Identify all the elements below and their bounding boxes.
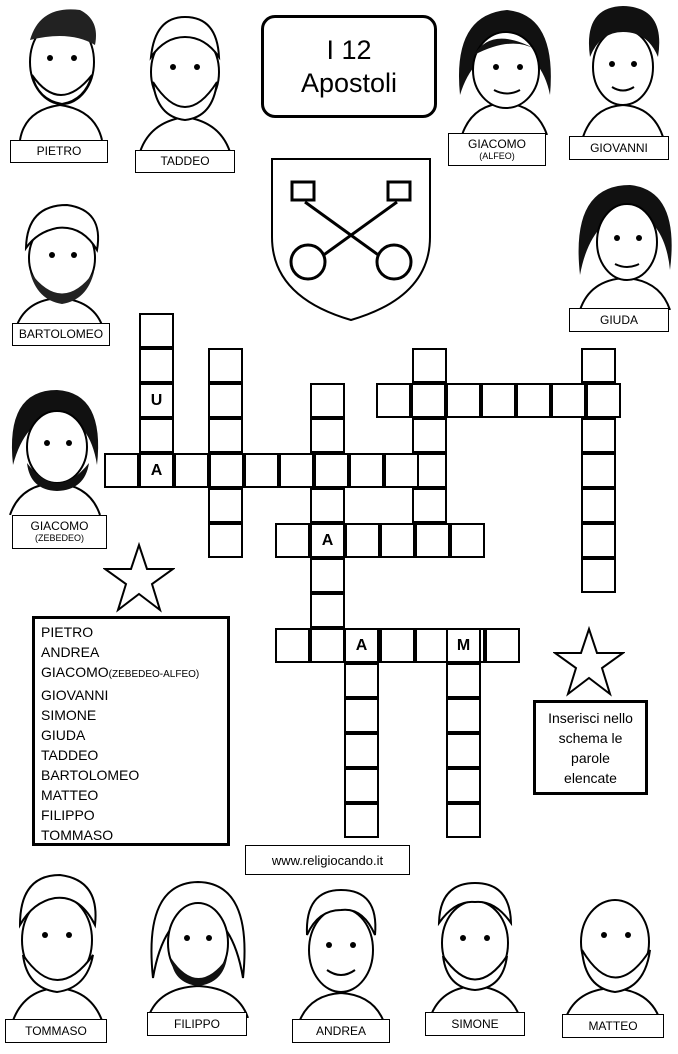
crossword-cell[interactable] (349, 453, 384, 488)
word-bartolomeo: BARTOLOMEO (41, 767, 140, 783)
crossword-cell[interactable] (314, 453, 349, 488)
papal-keys-shield-icon (270, 157, 432, 322)
star-icon (103, 542, 175, 614)
giacomo-zebedeo-portrait (5, 385, 105, 515)
filippo-portrait (143, 878, 253, 1018)
word-simone: SIMONE (41, 707, 97, 723)
label-filippo: FILIPPO (147, 1012, 247, 1036)
tommaso-portrait (5, 870, 110, 1030)
crossword-cell[interactable] (485, 628, 520, 663)
andrea-portrait (293, 885, 388, 1025)
crossword-cell[interactable] (310, 418, 345, 453)
word-giovanni: GIOVANNI (41, 687, 109, 703)
crossword-cell[interactable] (481, 383, 516, 418)
website-link[interactable]: www.religiocando.it (245, 845, 410, 875)
bartolomeo-portrait (12, 200, 107, 325)
crossword-cell[interactable] (275, 628, 310, 663)
crossword-cell[interactable] (139, 313, 174, 348)
crossword-cell[interactable] (376, 383, 411, 418)
title-box (261, 15, 437, 118)
crossword-cell[interactable] (446, 803, 481, 838)
crossword-cell[interactable] (208, 383, 243, 418)
label-giacomo-alfeo: GIACOMO (ALFEO) (448, 133, 546, 166)
giuda-portrait (575, 180, 675, 310)
crossword-cell[interactable] (446, 768, 481, 803)
crossword-cell[interactable] (415, 628, 450, 663)
crossword-cell[interactable] (450, 523, 485, 558)
title-line1: I 12 (326, 34, 372, 65)
crossword-cell[interactable] (581, 348, 616, 383)
crossword-cell[interactable] (208, 488, 243, 523)
crossword-cell[interactable] (412, 488, 447, 523)
crossword-cell[interactable] (310, 488, 345, 523)
word-filippo: FILIPPO (41, 807, 95, 823)
crossword-cell[interactable] (208, 348, 243, 383)
label-tommaso: TOMMASO (5, 1019, 107, 1043)
crossword-cell[interactable] (344, 663, 379, 698)
label-giuda: GIUDA (569, 308, 669, 332)
crossword-cell[interactable]: A (310, 523, 345, 558)
crossword-cell[interactable] (380, 523, 415, 558)
word-tommaso: TOMMASO (41, 827, 114, 843)
crossword-cell[interactable] (104, 453, 139, 488)
label-simone: SIMONE (425, 1012, 525, 1036)
crossword-cell[interactable] (344, 733, 379, 768)
crossword-cell[interactable] (412, 418, 447, 453)
crossword-cell[interactable] (446, 733, 481, 768)
crossword-cell[interactable] (581, 488, 616, 523)
crossword-cell[interactable]: A (344, 628, 379, 663)
crossword-cell[interactable] (279, 453, 314, 488)
crossword-cell[interactable] (581, 523, 616, 558)
crossword-cell[interactable] (345, 523, 380, 558)
crossword-cell[interactable] (208, 523, 243, 558)
label-bartolomeo: BARTOLOMEO (12, 323, 110, 346)
crossword-cell[interactable] (310, 383, 345, 418)
crossword-cell[interactable] (412, 348, 447, 383)
crossword-cell[interactable] (209, 453, 244, 488)
crossword-cell[interactable] (415, 523, 450, 558)
crossword-cell[interactable] (411, 383, 446, 418)
crossword-cell[interactable] (310, 628, 345, 663)
crossword-cell[interactable] (551, 383, 586, 418)
crossword-cell[interactable] (344, 698, 379, 733)
taddeo-portrait (135, 12, 235, 152)
label-andrea: ANDREA (292, 1019, 390, 1043)
crossword-cell[interactable] (380, 628, 415, 663)
title-line2: Apostoli (300, 67, 398, 98)
instruction-box: Inserisci nello schema le parole elencate (533, 700, 648, 795)
crossword-cell[interactable] (344, 768, 379, 803)
word-pietro: PIETRO (41, 624, 94, 640)
crossword-cell[interactable] (446, 663, 481, 698)
label-giovanni: GIOVANNI (569, 136, 669, 160)
crossword-cell[interactable] (275, 523, 310, 558)
crossword-cell[interactable] (446, 383, 481, 418)
word-list (32, 616, 230, 846)
word-giuda: GIUDA (41, 727, 86, 743)
crossword-cell[interactable] (581, 558, 616, 593)
simone-portrait (425, 878, 525, 1018)
word-giacomo: GIACOMO(ZEBEDEO-ALFEO) (41, 664, 200, 680)
matteo-portrait (560, 880, 665, 1020)
giovanni-portrait (578, 2, 668, 137)
star-icon (553, 626, 625, 698)
crossword-cell[interactable] (310, 593, 345, 628)
label-giacomo-zebedeo: GIACOMO (ZEBEDEO) (12, 515, 107, 549)
crossword-cell[interactable] (581, 418, 616, 453)
word-taddeo: TADDEO (41, 747, 99, 763)
crossword-cell[interactable] (139, 348, 174, 383)
label-pietro: PIETRO (10, 140, 108, 163)
crossword-cell[interactable] (516, 383, 551, 418)
crossword-cell[interactable]: M (446, 628, 481, 663)
label-matteo: MATTEO (562, 1014, 664, 1038)
crossword-cell[interactable]: A (139, 453, 174, 488)
crossword-cell[interactable] (139, 418, 174, 453)
crossword-cell[interactable] (208, 418, 243, 453)
crossword-cell[interactable] (244, 453, 279, 488)
crossword-cell[interactable]: U (139, 383, 174, 418)
crossword-cell[interactable] (174, 453, 209, 488)
pietro-portrait (10, 0, 110, 140)
giacomo-alfeo-portrait (452, 5, 557, 135)
crossword-cell[interactable] (344, 803, 379, 838)
crossword-cell[interactable] (384, 453, 419, 488)
word-andrea: ANDREA (41, 644, 100, 660)
word-matteo: MATTEO (41, 787, 99, 803)
label-taddeo: TADDEO (135, 150, 235, 173)
crossword-cell[interactable] (586, 383, 621, 418)
crossword-cell[interactable] (581, 453, 616, 488)
crossword-cell[interactable] (446, 698, 481, 733)
crossword-cell[interactable] (310, 558, 345, 593)
